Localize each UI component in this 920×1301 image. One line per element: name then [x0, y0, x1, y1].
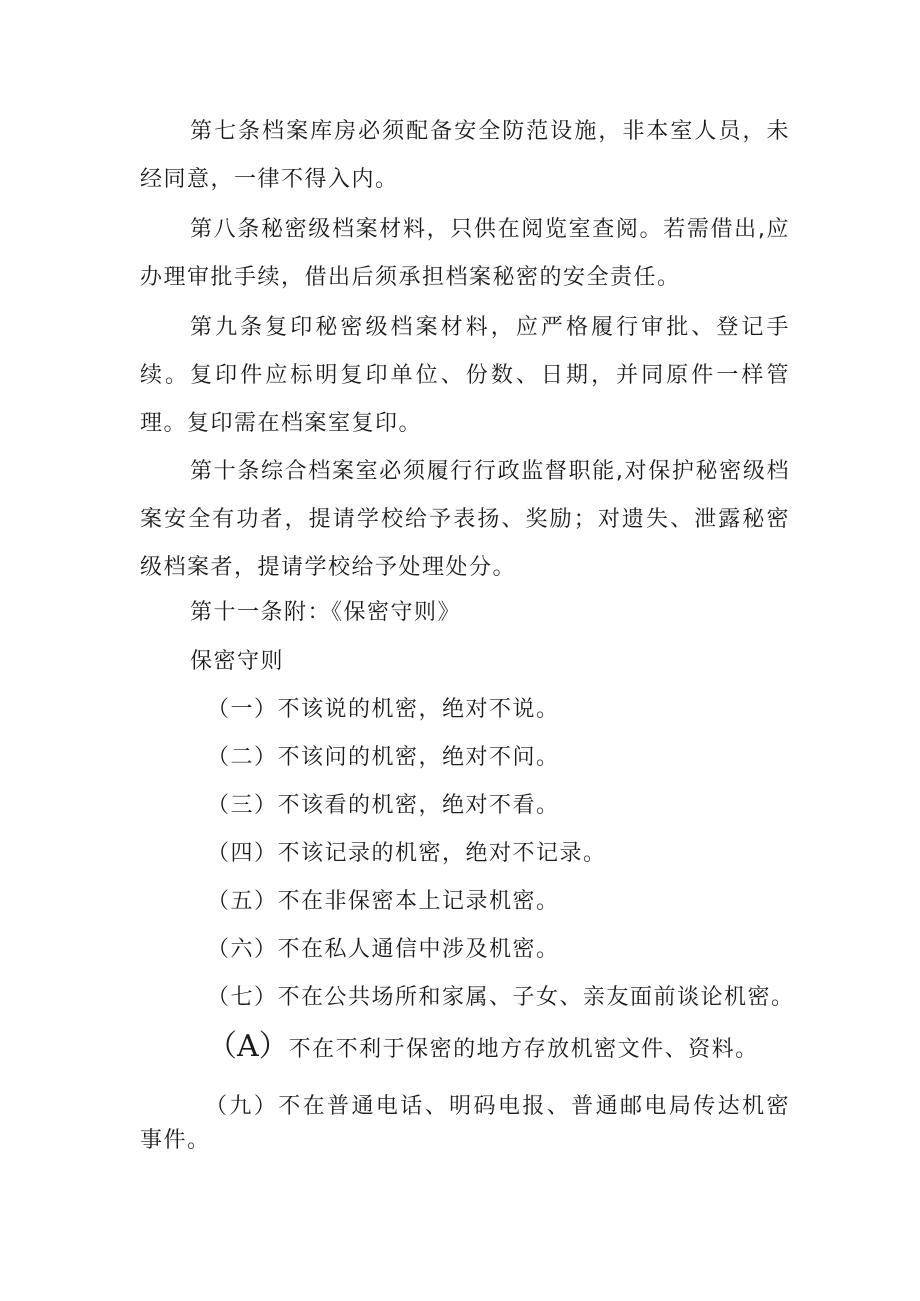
rule-6: （六）不在私人通信中涉及机密。 [207, 937, 560, 962]
rule-8-marker: （A） [207, 1029, 289, 1064]
rule-8-text: 不在不利于保密的地方存放机密文件、资料。 [288, 1037, 759, 1062]
article-8: 第八条秘密级档案材料，只供在阅览室查阅。若需借出,应办理审批手续，借出后须承担档案秘密的安全责任。 [140, 217, 790, 290]
rule-1: （一）不该说的机密，绝对不说。 [207, 697, 560, 722]
article-9: 第九条复印秘密级档案材料，应严格履行审批、登记手续。复印件应标明复印单位、份数、日期，并同原件一样管理。复印需在档案室复印。 [140, 315, 790, 436]
rule-4: （四）不该记录的机密，绝对不记录。 [207, 841, 607, 866]
rule-9: （九）不在普通电话、明码电报、普通邮电局传达机密事件。 [140, 1094, 790, 1153]
article-10: 第十条综合档案室必须履行行政监督职能,对保护秘密级档案安全有功者，提请学校给予表扬、奖励；对遗失、泄露秘密级档案者，提请学校给予处理处分。 [140, 459, 790, 580]
rules-title: 保密守则 [190, 649, 285, 674]
rule-7: （七）不在公共场所和家属、子女、亲友面前谈论机密。 [207, 985, 795, 1010]
rule-5: （五）不在非保密本上记录机密。 [207, 889, 560, 914]
article-7: 第七条档案库房必须配备安全防范设施，非本室人员，未经同意，一律不得入内。 [140, 119, 790, 192]
rule-2: （二）不该问的机密，绝对不问。 [207, 745, 560, 770]
article-11: 第十一条附：《保密守则》 [190, 600, 462, 625]
rule-3: （三）不该看的机密，绝对不看。 [207, 793, 560, 818]
rule-8 [207, 1029, 759, 1065]
